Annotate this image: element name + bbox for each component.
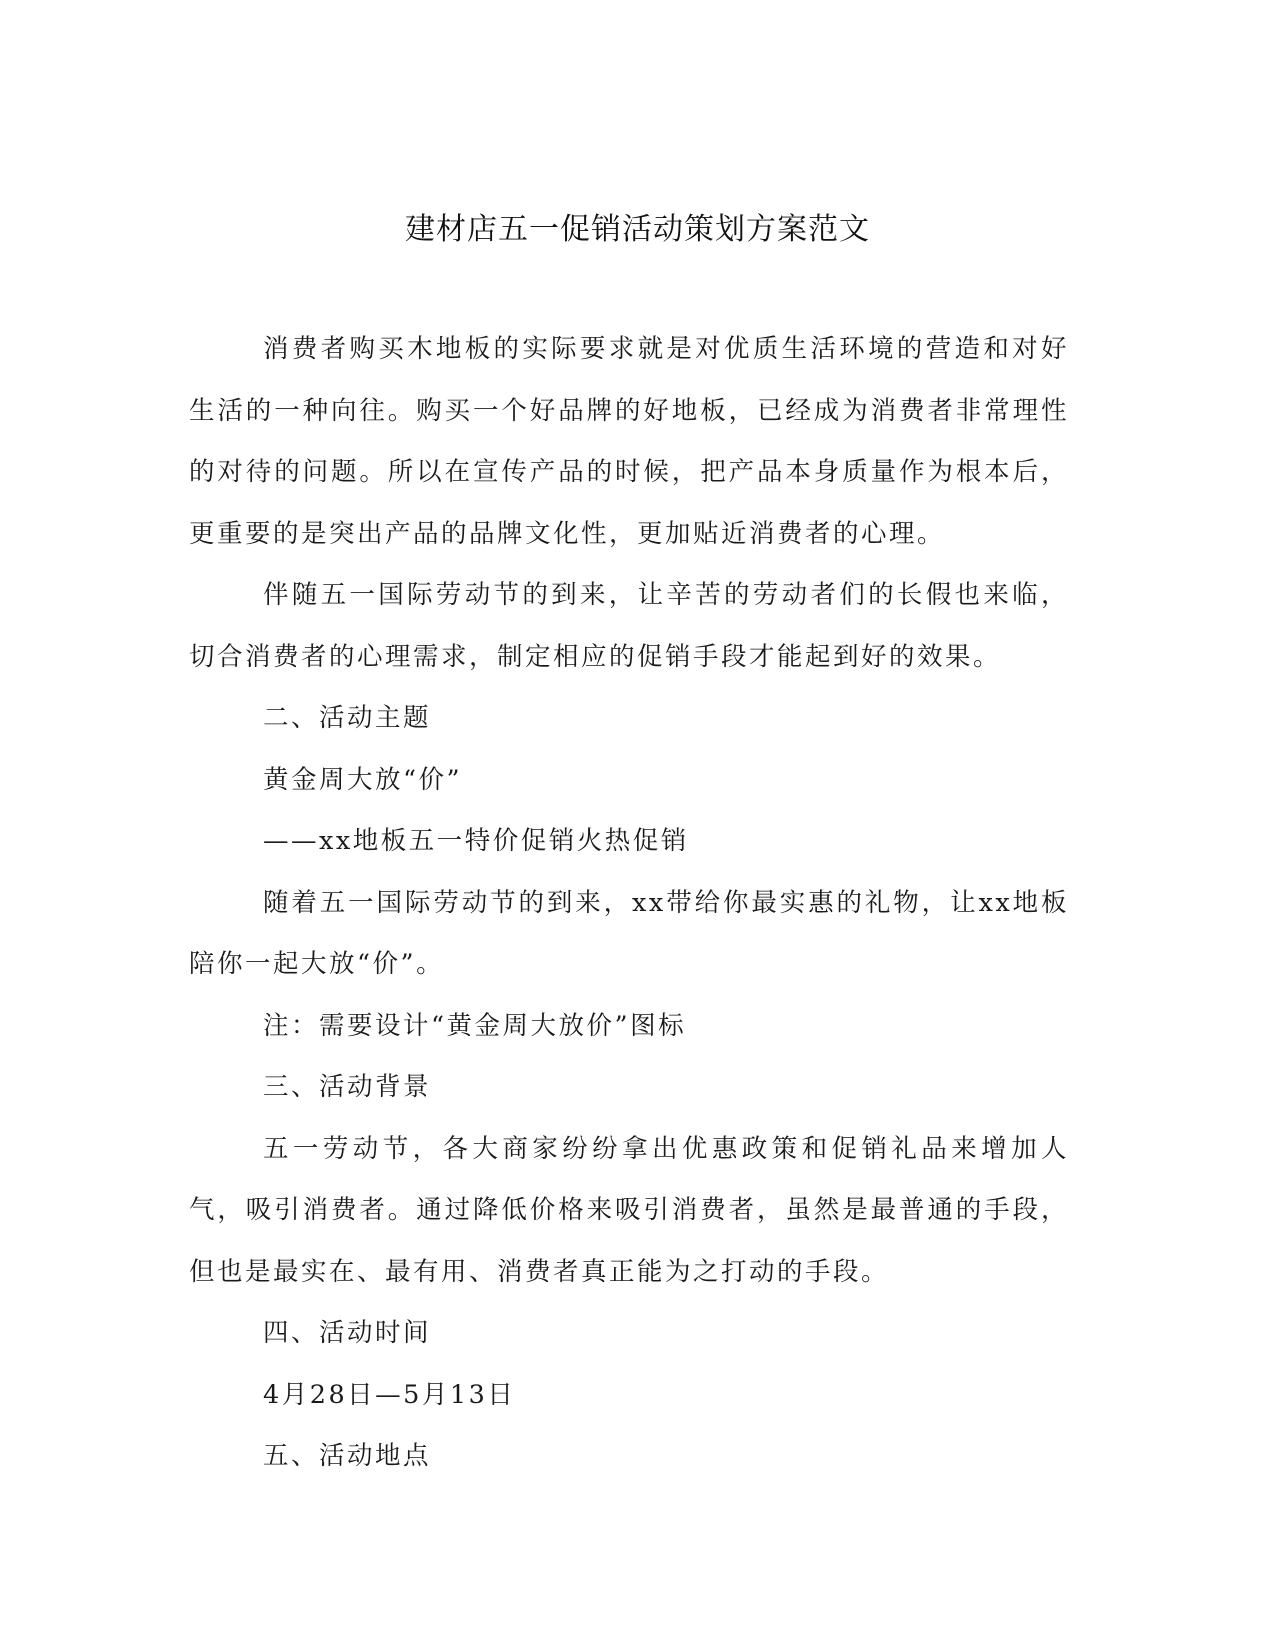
theme-subtitle: ——xx地板五一特价促销火热促销 — [263, 826, 689, 856]
document-title: 建材店五一促销活动策划方案范文 — [405, 212, 870, 247]
paragraph-note: 注：需要设计“黄金周大放价”图标 — [263, 1010, 687, 1041]
heading-activity-theme: 二、活动主题 — [263, 703, 432, 733]
document-body — [189, 319, 1069, 1488]
heading-activity-location: 五、活动地点 — [263, 1441, 432, 1471]
activity-dates: 4月28日—5月13日 — [263, 1379, 516, 1410]
heading-activity-background: 三、活动背景 — [263, 1072, 432, 1102]
paragraph-background: 五一劳动节，各大商家纷纷拿出优惠政策和促销礼品来增加人气，吸引消费者。通过降低价格来吸引消费者，虽然是最普通的手段，但也是最实在、最有用、消费者真正能为之打动的手段。 — [189, 1133, 1069, 1287]
heading-activity-time: 四、活动时间 — [263, 1318, 432, 1348]
theme-slogan: 黄金周大放“价” — [263, 764, 463, 795]
paragraph-intro: 消费者购买木地板的实际要求就是对优质生活环境的营造和对好生活的一种向往。购买一个好品牌的好地板，已经成为消费者非常理性的对待的问题。所以在宣传产品的时候，把产品本身质量作为根本后，更重要的是突出产品的品牌文化性，更加贴近消费者的心理。 — [189, 334, 1069, 549]
paragraph-theme-description: 随着五一国际劳动节的到来，xx带给你最实惠的礼物，让xx地板陪你一起大放“价”。 — [189, 887, 1069, 979]
paragraph-holiday: 伴随五一国际劳动节的到来，让辛苦的劳动者们的长假也来临，切合消费者的心理需求，制定相应的促销手段才能起到好的效果。 — [189, 580, 1069, 672]
